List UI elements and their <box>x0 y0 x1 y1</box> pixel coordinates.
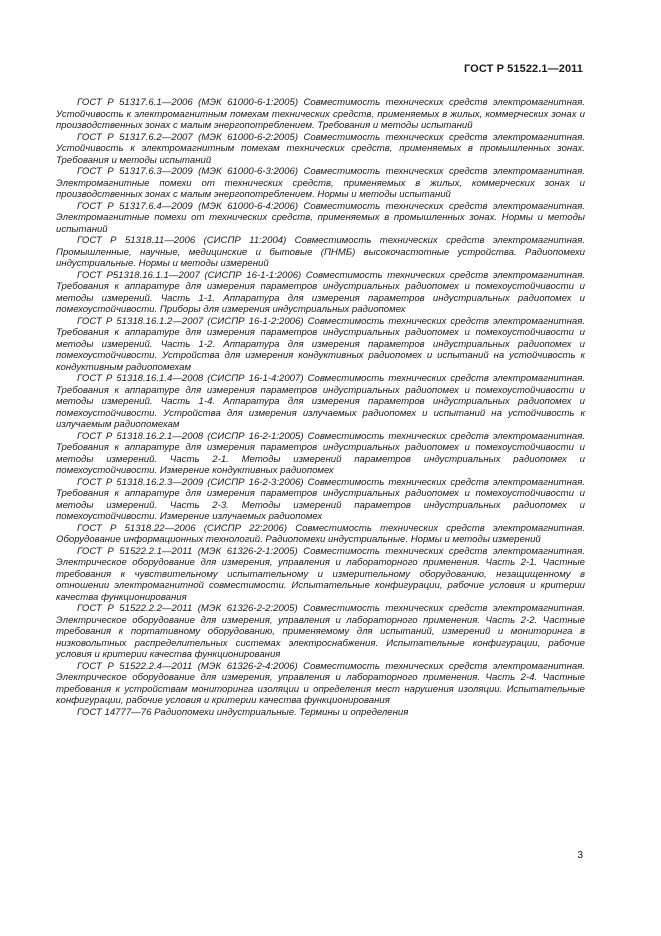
reference-item: ГОСТ Р 51318.16.1.4—2008 (СИСПР 16-1-4:2007) Совместимость технических средств электромагнитная. Требования к аппаратуре для измерения параметров индустриальных радиопомех и помехоустойчивости и методы измерений. Часть 1-4. Аппаратура для измерения параметров индустриальных радиопомех и помехоустойчивости. Устройства для измерения излучаемых радиопомех и испытаний на устойчивость к излучаемым радиопомехам <box>56 373 585 430</box>
reference-item: ГОСТ Р 51522.2.4—2011 (МЭК 61326-2-4:2006) Совместимость технических средств электромагнитная. Электрическое оборудование для измерения, управления и лабораторного применения. Часть 2-4. Частные требования к устройствам мониторинга изоляции и определения мест нарушения изоляции. Испытательные конфигурации, рабочие условия и критерии качества функционирования <box>56 660 585 706</box>
reference-item: ГОСТ Р 51318.16.2.3—2009 (СИСПР 16-2-3:2006) Совместимость технических средств электромагнитная. Требования к аппаратуре для измерения параметров индустриальных радиопомех и помехоустойчивости и методы измерений. Часть 2-3. Методы измерений параметров индустриальных радиопомех и помехоустойчивости. Измерение излучаемых радиопомех <box>56 476 585 522</box>
reference-item: ГОСТ Р 51318.16.2.1—2008 (СИСПР 16-2-1:2005) Совместимость технических средств электромагнитная. Требования к аппаратуре для измерения параметров индустриальных радиопомех и помехоустойчивости и методы измерений. Часть 2-1. Методы измерений параметров индустриальных радиопомех и помехоустойчивости. Измерение кондуктивных радиопомех <box>56 430 585 476</box>
reference-item: ГОСТ Р 51318.16.1.2—2007 (СИСПР 16-1-2:2006) Совместимость технических средств электромагнитная. Требования к аппаратуре для измерения параметров индустриальных радиопомех и помехоустойчивости и методы измерений. Часть 1-2. Аппаратура для измерения параметров индустриальных радиопомех и помехоустойчивости. Устройства для измерения кондуктивных радиопомех и испытаний на устойчивость к кондуктивным радиопомехам <box>56 315 585 373</box>
reference-item: ГОСТ Р 51522.2.2—2011 (МЭК 61326-2-2:2005) Совместимость технических средств электромагнитная. Электрическое оборудование для измерения, управления и лабораторного применения. Часть 2-2. Частные требования к портативному оборудованию, применяемому для испытаний, измерений и мониторинга в низковольтных распределительных системах электроснабжения. Испытательные конфигурации, рабочие условия и критерии качества функционирования <box>56 603 585 660</box>
reference-item: ГОСТ Р 51318.11—2006 (СИСПР 11:2004) Совместимость технических средств электромагнитная. Промышленные, научные, медицинские и бытовые (ПНМБ) высокочастотные устройства. Радиопомехи индустриальные. Нормы и методы измерений <box>56 235 585 269</box>
reference-item: ГОСТ Р 51317.6.3—2009 (МЭК 61000-6-3:2006) Совместимость технических средств электромагнитная. Электромагнитные помехи от технических средств, применяемых в жилых, коммерческих зонах и производственных зонах с малым энергопотреблением. Нормы и методы испытаний <box>56 166 585 200</box>
reference-item: ГОСТ Р51318.16.1.1—2007 (СИСПР 16-1-1:2006) Совместимость технических средств электромагнитная. Требования к аппаратуре для измерения параметров индустриальных радиопомех и помехоустойчивости и методы измерений. Часть 1-1. Аппаратура для измерения параметров индустриальных радиопомех и помехоустойчивости. Приборы для измерения индустриальных радиопомех <box>56 269 585 315</box>
standard-designation: ГОСТ Р 51522.1—2011 <box>463 63 583 75</box>
page-number: 3 <box>577 850 583 861</box>
reference-item: ГОСТ 14777—76 Радиопомехи индустриальные. Термины и определения <box>77 706 409 718</box>
reference-item: ГОСТ Р 51317.6.2—2007 (МЭК 61000-6-2:2005) Совместимость технических средств электромагнитная. Устойчивость к электромагнитным помехам технических средств, применяемых в промышленных зонах. Требования и методы испытаний <box>56 131 585 166</box>
normative-references-list <box>56 97 585 718</box>
reference-item: ГОСТ Р 51317.6.4—2009 (МЭК 61000-6-4:2006) Совместимость технических средств электромагнитная. Электромагнитные помехи от технических средств, применяемых в промышленных зонах. Нормы и методы испытаний <box>56 200 585 235</box>
reference-item: ГОСТ Р 51317.6.1—2006 (МЭК 61000-6-1:2005) Совместимость технических средств электромагнитная. Устойчивость к электромагнитным помехам технических средств, применяемых в жилых, коммерческих зонах и производственных зонах с малым энергопотреблением. Требования и методы испытаний <box>56 97 585 131</box>
reference-item: ГОСТ Р 51318.22—2006 (СИСПР 22:2006) Совместимость технических средств электромагнитная. Оборудование информационных технологий. Радиопомехи индустриальные. Нормы и методы измерений <box>56 522 585 545</box>
reference-item: ГОСТ Р 51522.2.1—2011 (МЭК 61326-2-1:2005) Совместимость технических средств электромагнитная. Электрическое оборудование для измерения, управления и лабораторного применения. Часть 2-1. Частные требования к чувствительному испытательному и измерительному оборудованию, незащищенному в отношении электромагнитной совместимости. Испытательные конфигурации, рабочие условия и критерии качества функционирования <box>56 545 585 603</box>
